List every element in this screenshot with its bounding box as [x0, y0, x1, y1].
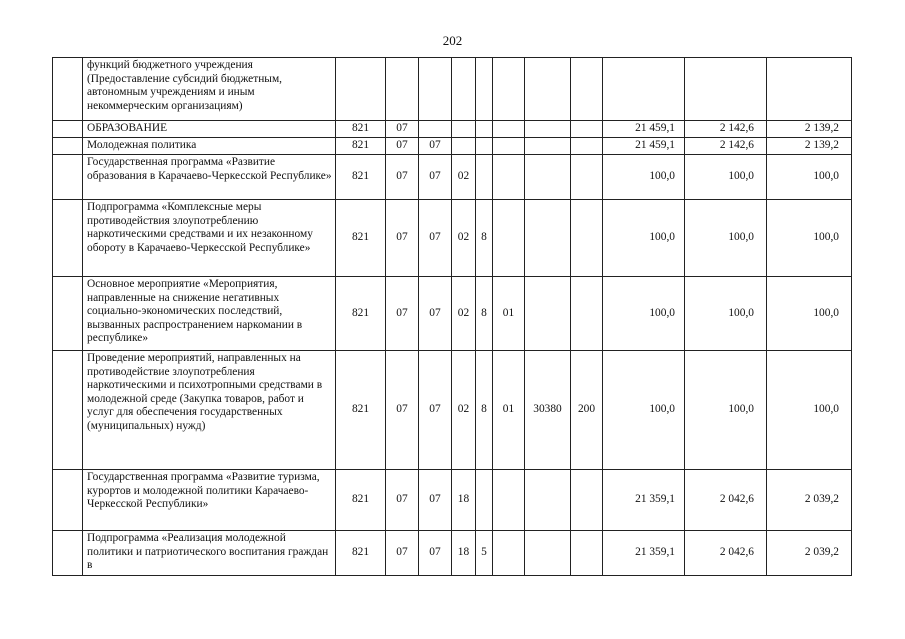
row-number-cell [53, 155, 83, 200]
table-row [53, 121, 852, 138]
section-code [386, 58, 419, 121]
subsection-code: 07 [419, 277, 452, 351]
section-code: 07 [386, 277, 419, 351]
main-event-code [493, 155, 525, 200]
row-number-cell [53, 277, 83, 351]
direction-code [525, 531, 571, 576]
expense-type-code: 200 [571, 351, 603, 470]
direction-code [525, 155, 571, 200]
program-code: 02 [452, 200, 476, 277]
grbs-code: 821 [336, 138, 386, 155]
direction-code: 30380 [525, 351, 571, 470]
amount-year-3: 2 139,2 [767, 138, 852, 155]
grbs-code: 821 [336, 121, 386, 138]
main-event-code: 01 [493, 277, 525, 351]
main-event-code [493, 200, 525, 277]
amount-year-2: 100,0 [685, 277, 767, 351]
item-name: Государственная программа «Развитие туризма, курортов и молодежной политики Карачаево-Черкесской Республики» [83, 470, 336, 531]
subprogram-code [476, 155, 493, 200]
grbs-code: 821 [336, 531, 386, 576]
subsection-code: 07 [419, 351, 452, 470]
amount-year-3: 2 039,2 [767, 470, 852, 531]
amount-year-2: 2 042,6 [685, 470, 767, 531]
subprogram-code [476, 470, 493, 531]
program-code: 02 [452, 155, 476, 200]
amount-year-2: 2 142,6 [685, 138, 767, 155]
expense-type-code [571, 470, 603, 531]
amount-year-3: 2 039,2 [767, 531, 852, 576]
grbs-code: 821 [336, 470, 386, 531]
subsection-code: 07 [419, 531, 452, 576]
amount-year-2: 100,0 [685, 200, 767, 277]
page-number: 202 [442, 33, 463, 48]
amount-year-1 [603, 58, 685, 121]
row-number-cell [53, 138, 83, 155]
subprogram-code [476, 58, 493, 121]
main-event-code [493, 470, 525, 531]
subprogram-code: 8 [476, 200, 493, 277]
program-code: 02 [452, 277, 476, 351]
subprogram-code: 8 [476, 351, 493, 470]
table-row [53, 351, 852, 470]
section-code: 07 [386, 531, 419, 576]
section-code: 07 [386, 121, 419, 138]
row-number-cell [53, 121, 83, 138]
item-name: Подпрограмма «Реализация молодежной политики и патриотического воспитания граждан в [83, 531, 336, 576]
subsection-code: 07 [419, 470, 452, 531]
subsection-code: 07 [419, 138, 452, 155]
main-event-code [493, 138, 525, 155]
direction-code [525, 138, 571, 155]
item-name: Проведение мероприятий, направленных на противодействие злоупотребления наркотическими и психотропными средствами в молодежной среде (Закупка товаров, работ и услуг для обеспечения государственных (муниципальных) нужд) [83, 351, 336, 470]
amount-year-3: 100,0 [767, 200, 852, 277]
table-row [53, 155, 852, 200]
section-code: 07 [386, 470, 419, 531]
row-number-cell [53, 58, 83, 121]
program-code [452, 138, 476, 155]
main-event-code [493, 531, 525, 576]
table-row [53, 138, 852, 155]
direction-code [525, 277, 571, 351]
grbs-code: 821 [336, 351, 386, 470]
amount-year-3: 100,0 [767, 277, 852, 351]
grbs-code: 821 [336, 277, 386, 351]
amount-year-1: 21 359,1 [603, 531, 685, 576]
expense-type-code [571, 155, 603, 200]
subprogram-code: 5 [476, 531, 493, 576]
item-name: функций бюджетного учреждения (Предоставление субсидий бюджетным, автономным учреждениям и иным некоммерческим организациям) [83, 58, 336, 121]
item-name: ОБРАЗОВАНИЕ [83, 121, 336, 138]
row-number-cell [53, 470, 83, 531]
table-row [53, 470, 852, 531]
direction-code [525, 58, 571, 121]
table-row [53, 58, 852, 121]
main-event-code: 01 [493, 351, 525, 470]
amount-year-1: 21 459,1 [603, 121, 685, 138]
amount-year-2: 2 142,6 [685, 121, 767, 138]
item-name: Подпрограмма «Комплексные меры противодействия злоупотреблению наркотическими средствами и их незаконному обороту в Карачаево-Черкесской Республике» [83, 200, 336, 277]
section-code: 07 [386, 155, 419, 200]
section-code: 07 [386, 138, 419, 155]
amount-year-3: 2 139,2 [767, 121, 852, 138]
section-code: 07 [386, 200, 419, 277]
section-code: 07 [386, 351, 419, 470]
amount-year-1: 100,0 [603, 277, 685, 351]
item-name: Государственная программа «Развитие образования в Карачаево-Черкесской Республике» [83, 155, 336, 200]
row-number-cell [53, 200, 83, 277]
amount-year-3: 100,0 [767, 351, 852, 470]
program-code: 02 [452, 351, 476, 470]
grbs-code: 821 [336, 200, 386, 277]
table-row [53, 277, 852, 351]
row-number-cell [53, 351, 83, 470]
amount-year-1: 21 359,1 [603, 470, 685, 531]
program-code: 18 [452, 470, 476, 531]
subsection-code: 07 [419, 200, 452, 277]
subprogram-code [476, 121, 493, 138]
amount-year-3: 100,0 [767, 155, 852, 200]
expense-type-code [571, 138, 603, 155]
main-event-code [493, 58, 525, 121]
main-event-code [493, 121, 525, 138]
program-code [452, 58, 476, 121]
subsection-code [419, 121, 452, 138]
amount-year-2: 100,0 [685, 351, 767, 470]
program-code: 18 [452, 531, 476, 576]
expense-type-code [571, 121, 603, 138]
direction-code [525, 200, 571, 277]
expense-type-code [571, 58, 603, 121]
row-number-cell [53, 531, 83, 576]
budget-table [52, 57, 852, 576]
amount-year-1: 100,0 [603, 200, 685, 277]
expense-type-code [571, 531, 603, 576]
subsection-code [419, 58, 452, 121]
subprogram-code: 8 [476, 277, 493, 351]
amount-year-1: 100,0 [603, 155, 685, 200]
amount-year-2: 100,0 [685, 155, 767, 200]
table-row [53, 200, 852, 277]
subprogram-code [476, 138, 493, 155]
item-name: Основное мероприятие «Мероприятия, направленные на снижение негативных социально-экономических последствий, вызванных распространением наркомании в республике» [83, 277, 336, 351]
amount-year-2: 2 042,6 [685, 531, 767, 576]
expense-type-code [571, 277, 603, 351]
amount-year-1: 100,0 [603, 351, 685, 470]
table-row [53, 531, 852, 576]
program-code [452, 121, 476, 138]
subsection-code: 07 [419, 155, 452, 200]
expense-type-code [571, 200, 603, 277]
direction-code [525, 121, 571, 138]
amount-year-3 [767, 58, 852, 121]
grbs-code [336, 58, 386, 121]
amount-year-1: 21 459,1 [603, 138, 685, 155]
amount-year-2 [685, 58, 767, 121]
direction-code [525, 470, 571, 531]
grbs-code: 821 [336, 155, 386, 200]
item-name: Молодежная политика [83, 138, 336, 155]
